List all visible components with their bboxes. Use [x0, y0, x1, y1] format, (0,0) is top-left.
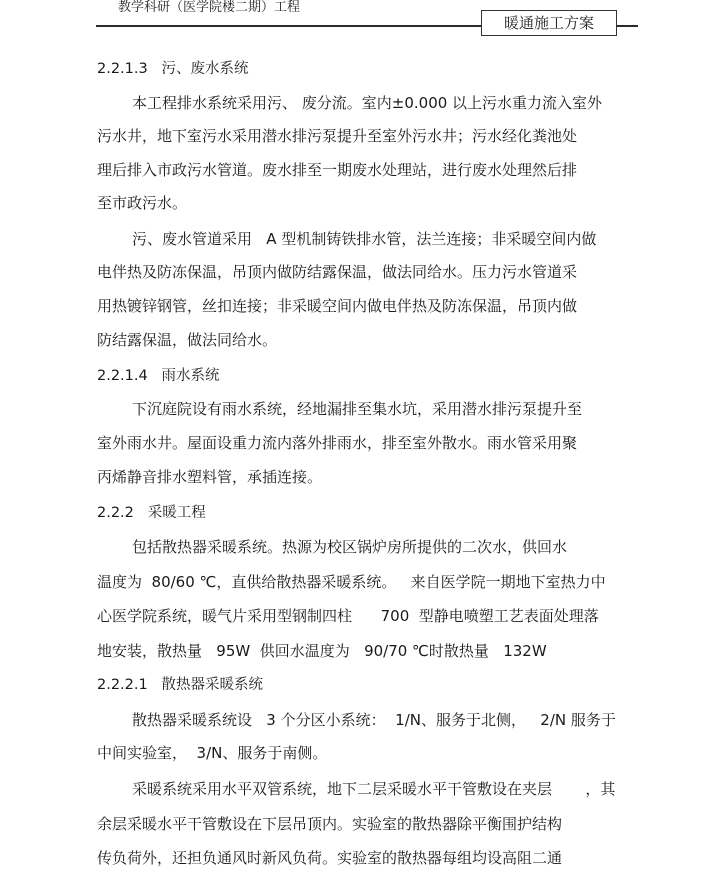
section-heading-2-2-1-4: 2.2.1.4 雨水系统 [97, 368, 220, 384]
section-heading-2-2-1-3: 2.2.1.3 污、废水系统 [97, 61, 249, 77]
paragraph-line: 污水井，地下室污水采用潜水排污泵提升至室外污水井；污水经化粪池处 [97, 127, 578, 145]
header-doc-title: 暖通施工方案 [481, 10, 617, 36]
paragraph-line: 理后排入市政污水管道。废水排至一期废水处理站，进行废水处理然后排 [97, 161, 578, 179]
paragraph-line: 中间实验室， 3/N、服务于南侧。 [97, 744, 328, 762]
section-heading-2-2-2-1: 2.2.2.1 散热器采暖系统 [97, 677, 264, 693]
paragraph-line: 污、废水管道采用 A 型机制铸铁排水管，法兰连接；非采暖空间内做 [132, 230, 597, 248]
paragraph-line: 丙烯静音排水塑料管，承插连接。 [97, 468, 323, 486]
paragraph-line: 室外雨水井。屋面设重力流内落外排雨水，排至室外散水。雨水管采用聚 [97, 434, 578, 452]
paragraph-line: 余层采暖水平干管敷设在下层吊顶内。实验室的散热器除平衡围护结构 [97, 815, 563, 833]
paragraph-line: 用热镀锌钢管，丝扣连接；非采暖空间内做电伴热及防冻保温，吊顶内做 [97, 297, 578, 315]
paragraph-line: 包括散热器采暖系统。热源为校区锅炉房所提供的二次水，供回水 [132, 538, 568, 556]
paragraph-line: 心医学院系统，暖气片采用型钢制四柱 700 型静电喷塑工艺表面处理落 [97, 607, 599, 625]
paragraph-line: 散热器采暖系统设 3 个分区小系统： 1/N、服务于北侧， 2/N 服务于 [132, 711, 616, 729]
paragraph-line: 本工程排水系统采用污、 废分流。室内±0.000 以上污水重力流入室外 [132, 94, 603, 112]
paragraph-line: 电伴热及防冻保温，吊顶内做防结露保温，做法同给水。压力污水管道采 [97, 263, 578, 281]
paragraph-line: 下沉庭院设有雨水系统，经地漏排至集水坑，采用潜水排污泵提升至 [132, 400, 583, 418]
paragraph-line: 至市政污水。 [97, 194, 188, 212]
paragraph-line: 温度为 80/60 ℃，直供给散热器采暖系统。 来自医学院一期地下室热力中 [97, 573, 606, 591]
header-project-name: 教学科研（医学院楼二期）工程 [118, 0, 301, 15]
paragraph-line: 防结露保温，做法同给水。 [97, 331, 278, 349]
paragraph-line: 地安装，散热量 95W 供回水温度为 90/70 ℃时散热量 132W [97, 642, 547, 660]
paragraph-line: 采暖系统采用水平双管系统，地下二层采暖水平干管敷设在夹层 ，其 [132, 780, 616, 798]
paragraph-line: 传负荷外，还担负通风时新风负荷。实验室的散热器每组均设高阻二通 [97, 849, 563, 867]
section-heading-2-2-2: 2.2.2 采暖工程 [97, 505, 206, 521]
